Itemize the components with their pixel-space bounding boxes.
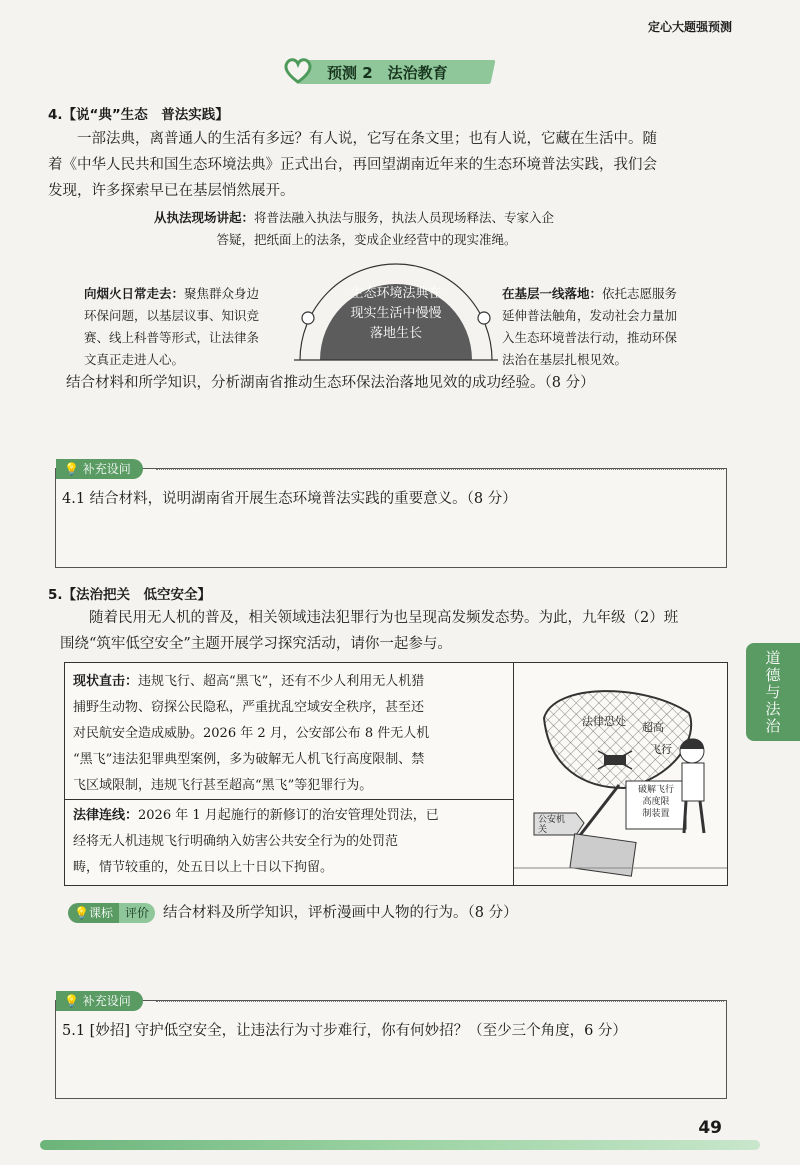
m1-line: 违规飞行、超高“黑飞”，还有不少人利用无人机猎 (138, 674, 425, 689)
q4-right-head: 在基层一线落地： (502, 286, 603, 301)
dome-text (330, 284, 462, 344)
q4-title: 4.【说“典”生态 普法实践】 (48, 107, 229, 123)
q4-right-line: 法治在基层扎根见效。 (502, 352, 628, 367)
q4-paragraph (48, 126, 738, 204)
material-divider (65, 799, 513, 800)
net-label: 法律恐处 (582, 715, 626, 728)
supp2-tag-label: 补充设问 (82, 994, 131, 1008)
sign-line: 破解飞行 (637, 785, 674, 795)
m2-line: 经将无人机违规飞行明确纳入妨害公共安全行为的处罚范 (73, 834, 399, 849)
q4-left-head: 向烟火日常走去： (84, 286, 185, 301)
m1-block (73, 669, 507, 799)
sign-line: 制装置 (642, 809, 670, 819)
eval-tag-evaluate: 评价 (119, 903, 155, 923)
m1-line: 对民航安全造成威胁。2026 年 2 月，公安部公布 8 件无人机 (73, 726, 430, 741)
supp2-tag (56, 991, 143, 1011)
dome-line: 现实生活中慢慢 (350, 306, 442, 321)
q4-left-line: 文真正走进人心。 (84, 352, 185, 367)
m2-head: 法律连线： (73, 808, 139, 823)
m1-head: 现状直击： (73, 674, 139, 689)
eval-tag-standard-label: 课标 (88, 906, 113, 920)
bulb-icon: 💡 (64, 462, 83, 476)
q4-left-text (84, 283, 304, 371)
bulb-icon: 💡 (74, 906, 89, 920)
q4-top-head: 从执法现场讲起： (154, 210, 255, 225)
dome-line: 生态环境法典在 (350, 286, 442, 301)
high-label: 超高 (642, 721, 664, 734)
badge-label: 公安机关 (538, 815, 566, 835)
q4-right-text (502, 283, 732, 371)
material-text-column (65, 663, 514, 885)
sign-text (630, 784, 682, 820)
supp1-question: 4.1 结合材料，说明湖南省开展生态环境普法实践的重要意义。（8 分） (62, 491, 517, 507)
q4-right-line: 依托志愿服务 (602, 286, 678, 301)
m1-line: “黑飞”违法犯罪典型案例，多为破解无人机飞行高度限制、禁 (73, 752, 425, 767)
eval-question: 结合材料及所学知识，评析漫画中人物的行为。（8 分） (162, 905, 518, 921)
sign-line: 高度限 (642, 797, 670, 807)
q4-para-line: 一部法典，离普通人的生活有多远？有人说，它写在条文里；也有人说，它藏在生活中。随 (77, 131, 657, 147)
m2-line: 畴，情节较重的，处五日以上十日以下拘留。 (73, 860, 334, 875)
page-number: 49 (698, 1118, 722, 1138)
cartoon-drawing (514, 663, 727, 885)
footer-bar (40, 1140, 760, 1150)
banner-title: 预测 2 法治教育 (327, 64, 448, 82)
eval-tag-standard (68, 903, 119, 923)
section-banner (283, 58, 493, 86)
q4-para-line: 发现，许多探索早已在基层悄然展开。 (48, 183, 295, 199)
q4-left-line: 聚焦群众身边 (184, 286, 260, 301)
supp1-dotline (156, 469, 724, 470)
fly-label: 飞行 (650, 743, 672, 756)
m2-block (73, 803, 507, 881)
supp2-question: 5.1 [妙招] 守护低空安全，让违法行为寸步难行，你有何妙招？（至少三个角度，6 分） (62, 1023, 627, 1039)
bulb-icon: 💡 (64, 994, 83, 1008)
q5-title: 5.【法治把关 低空安全】 (48, 587, 212, 603)
q4-left-line: 环保问题，以基层议事、知识竞 (84, 308, 260, 323)
q4-top-line: 将普法融入执法与服务，执法人员现场释法、专家入企 (254, 210, 555, 225)
heart-icon (283, 56, 313, 86)
supp2-dotline (156, 1001, 724, 1002)
m1-line: 捕野生动物、窃探公民隐私，严重扰乱空域安全秩序，甚至还 (73, 700, 425, 715)
q5-material-table (64, 662, 728, 886)
q5-para-line: 随着民用无人机的普及，相关领域违法犯罪行为也呈现高发频发态势。为此，九年级（2）班 (89, 610, 679, 626)
q4-left-line: 赛、线上科普等形式，让法律条 (84, 330, 260, 345)
dome-line: 落地生长 (369, 326, 422, 341)
q4-top-text (154, 207, 654, 251)
q5-para-line: 围绕“筑牢低空安全”主题开展学习探究活动，请你一起参与。 (60, 636, 452, 652)
q4-right-line: 入生态环境普法行动，推动环保 (502, 330, 678, 345)
m1-line: 飞区域限制，违规飞行甚至超高“黑飞”等犯罪行为。 (73, 778, 373, 793)
q4-top-line: 答疑，把纸面上的法条，变成企业经营中的现实准绳。 (216, 232, 517, 247)
supp2-box (55, 994, 727, 1099)
supp1-box (55, 462, 727, 568)
m2-line: 2026 年 1 月起施行的新修订的治安管理处罚法，已 (138, 808, 439, 823)
running-header: 定心大题强预测 (647, 20, 732, 34)
eval-row (68, 900, 518, 926)
q5-paragraph (60, 605, 740, 657)
subject-side-tab: 道德与法治 (746, 643, 800, 741)
q4-right-line: 延伸普法触角，发动社会力量加 (502, 308, 678, 323)
cartoon-illustration (514, 663, 727, 885)
supp1-tag (56, 459, 143, 479)
supp1-tag-label: 补充设问 (82, 462, 131, 476)
q4-para-line: 着《中华人民共和国生态环境法典》正式出台，再回望湖南近年来的生态环境普法实践，我们会 (48, 157, 657, 173)
q4-question: 结合材料和所学知识，分析湖南省推动生态环保法治落地见效的成功经验。（8 分） (66, 375, 595, 391)
